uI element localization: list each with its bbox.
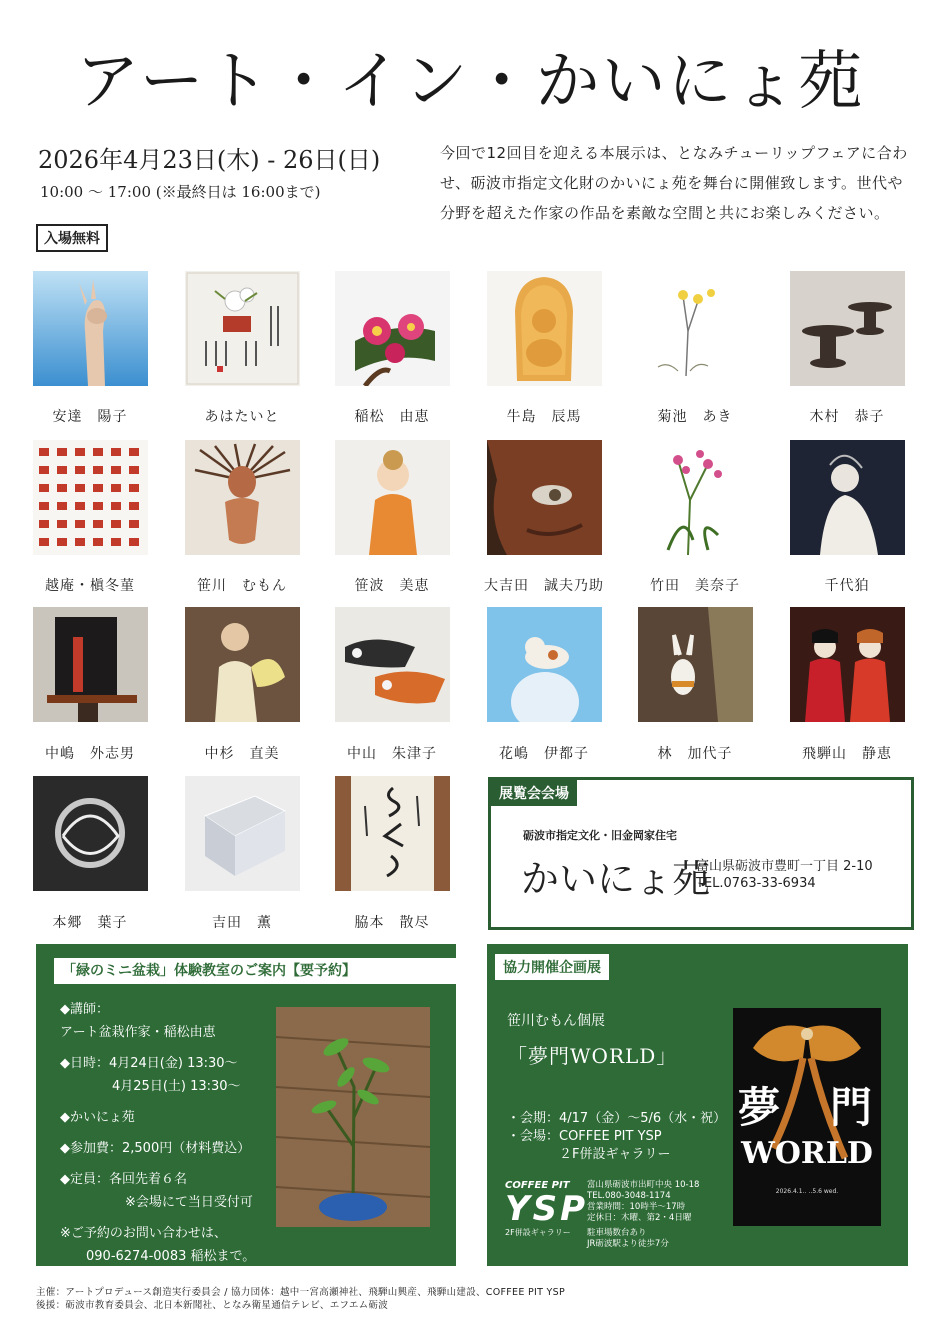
artist-name: 笹波 美恵 <box>354 578 430 594</box>
event-date: 2026年4月23日(木) - 26日(日) <box>38 146 381 174</box>
collab-info-line: ・会期：4/17（金）～5/6（水・祝） <box>507 1111 727 1126</box>
artist-name: 千代狛 <box>824 578 870 594</box>
artist-name: 吉田 薫 <box>212 915 272 931</box>
bonsai-photo <box>276 1007 430 1227</box>
artist-name: 越庵・槇冬菫 <box>45 578 135 594</box>
artist-name: 稲松 由恵 <box>354 409 430 425</box>
ysp-detail-line: 駐車場数台あり <box>587 1228 647 1238</box>
artist-name: 中山 朱津子 <box>347 746 437 762</box>
artwork-photo-9 <box>335 440 450 555</box>
collab-header: 協力開催企画展 <box>495 954 609 980</box>
artist-name: あはたいと <box>204 409 280 425</box>
ysp-detail-line: TEL.080-3048-1174 <box>587 1191 671 1201</box>
artwork-photo-15 <box>335 607 450 722</box>
collab-title: 笹川むもん個展 <box>507 1013 605 1029</box>
bonsai-line: ※会場にて当日受付可 <box>60 1195 253 1210</box>
credits-organizer: 主催：アートプロデュース創造実行委員会 / 協力団体：越中一宮高瀬神社、飛騨山興産、飛騨山建設、COFFEE PIT YSP <box>36 1287 565 1298</box>
artwork-photo-17 <box>638 607 753 722</box>
collab-info-line: ・会場：COFFEE PIT YSP <box>507 1129 662 1144</box>
bonsai-line: アート盆栽作家・稲松由恵 <box>60 1025 216 1040</box>
free-admission-badge: 入場無料 <box>36 224 108 252</box>
artist-name: 笹川 むもん <box>197 578 287 594</box>
artwork-photo-5 <box>638 271 753 386</box>
bonsai-line: 4月25日(土) 13:30～ <box>60 1079 241 1094</box>
artwork-photo-20 <box>185 776 300 891</box>
venue-tel: TEL.0763-33-6934 <box>696 876 816 891</box>
venue-logo: かいにょ苑 <box>521 857 711 901</box>
venue-header: 展覧会会場 <box>491 780 577 806</box>
bonsai-line: ◆参加費：2,500円（材料費込） <box>60 1141 251 1156</box>
exhibition-poster <box>733 1008 881 1226</box>
venue-address: 富山県砺波市豊町一丁目 2-10 <box>696 859 873 874</box>
collab-exhibition-panel <box>487 944 908 1266</box>
artist-name: 木村 恭子 <box>809 409 885 425</box>
ysp-detail-line: 定休日：木曜、第2・4日曜 <box>587 1213 692 1223</box>
bonsai-line: ◆定員：各回先着６名 <box>60 1172 187 1187</box>
artwork-photo-4 <box>487 271 602 386</box>
artist-name: 牛島 辰馬 <box>506 409 582 425</box>
bonsai-line: ◆かいにょ苑 <box>60 1110 135 1125</box>
ysp-logo-big: YSP <box>505 1189 589 1229</box>
artwork-photo-6 <box>790 271 905 386</box>
artwork-photo-3 <box>335 271 450 386</box>
credits <box>36 1286 565 1312</box>
bonsai-details <box>60 998 300 1268</box>
artwork-photo-11 <box>638 440 753 555</box>
collab-exhibition-name: 「夢門WORLD」 <box>507 1044 678 1068</box>
artist-name: 菊池 あき <box>657 409 733 425</box>
artwork-photo-13 <box>33 607 148 722</box>
artist-name: 大吉田 誠夫乃助 <box>484 578 604 594</box>
artist-name: 中杉 直美 <box>204 746 280 762</box>
artwork-photo-10 <box>487 440 602 555</box>
artist-name: 林 加代子 <box>657 746 733 762</box>
ysp-detail-line: 営業時間：10時半～17時 <box>587 1202 686 1212</box>
ysp-logo-tag: 2F併設ギャラリー <box>505 1228 571 1237</box>
artwork-photo-8 <box>185 440 300 555</box>
artist-name: 安達 陽子 <box>52 409 128 425</box>
ysp-logo <box>505 1180 588 1238</box>
collab-info <box>507 1110 726 1164</box>
bonsai-line: 090-6274-0083 稲松まで。 <box>60 1249 256 1264</box>
artwork-photo-7 <box>33 440 148 555</box>
poster-date: 2026.4.1‥ ‥5.6 wed. <box>775 1188 839 1195</box>
artwork-photo-2 <box>185 271 300 386</box>
credits-sponsor: 後援：砺波市教育委員会、北日本新聞社、となみ衛星通信テレビ、エフエム砺波 <box>36 1300 389 1311</box>
ysp-detail-line: 富山県砺波市出町中央 10-18 <box>587 1180 700 1190</box>
artist-name: 中嶋 外志男 <box>45 746 135 762</box>
bonsai-header: 「緑のミニ盆栽」体験教室のご案内【要予約】 <box>54 958 470 984</box>
venue-subtitle: 砺波市指定文化・旧金岡家住宅 <box>523 829 677 842</box>
artist-name: 花嶋 伊都子 <box>499 746 589 762</box>
artist-name: 竹田 美奈子 <box>650 578 740 594</box>
bonsai-line: ◆講師： <box>60 1002 109 1017</box>
artwork-photo-14 <box>185 607 300 722</box>
artwork-photo-19 <box>33 776 148 891</box>
intro-text: 今回で12回目を迎える本展示は、となみチューリップフェアに合わせ、砺波市指定文化財のかいにょ苑を舞台に開催致します。世代や分野を超えた作家の作品を素敵な空間と共にお楽しみください。 <box>440 144 908 222</box>
ysp-logo-small: COFFEE PIT <box>505 1180 570 1191</box>
artist-name: 本郷 葉子 <box>52 915 128 931</box>
venue-box <box>488 777 914 930</box>
artist-name: 脇本 散尽 <box>354 915 430 931</box>
ysp-details <box>587 1180 699 1250</box>
artist-name: 飛騨山 静恵 <box>802 746 892 762</box>
bonsai-line: ◆日時：4月24日(金) 13:30～ <box>60 1056 238 1071</box>
page-title: アート・イン・かいにょ苑 <box>75 45 865 119</box>
event-hours: 10:00 ～ 17:00 (※最終日は 16:00まで) <box>40 183 321 201</box>
bonsai-workshop-panel <box>36 944 456 1266</box>
ysp-detail-line: JR砺波駅より徒歩7分 <box>587 1239 669 1249</box>
bonsai-line: ※ご予約のお問い合わせは、 <box>60 1226 227 1241</box>
poster-subtitle: WORLD <box>741 1136 873 1171</box>
poster-title: 夢 門 <box>737 1083 876 1132</box>
artwork-photo-1 <box>33 271 148 386</box>
artwork-photo-12 <box>790 440 905 555</box>
artwork-photo-16 <box>487 607 602 722</box>
artwork-photo-18 <box>790 607 905 722</box>
artwork-photo-21 <box>335 776 450 891</box>
collab-info-line: ２F併設ギャラリー <box>507 1147 671 1162</box>
